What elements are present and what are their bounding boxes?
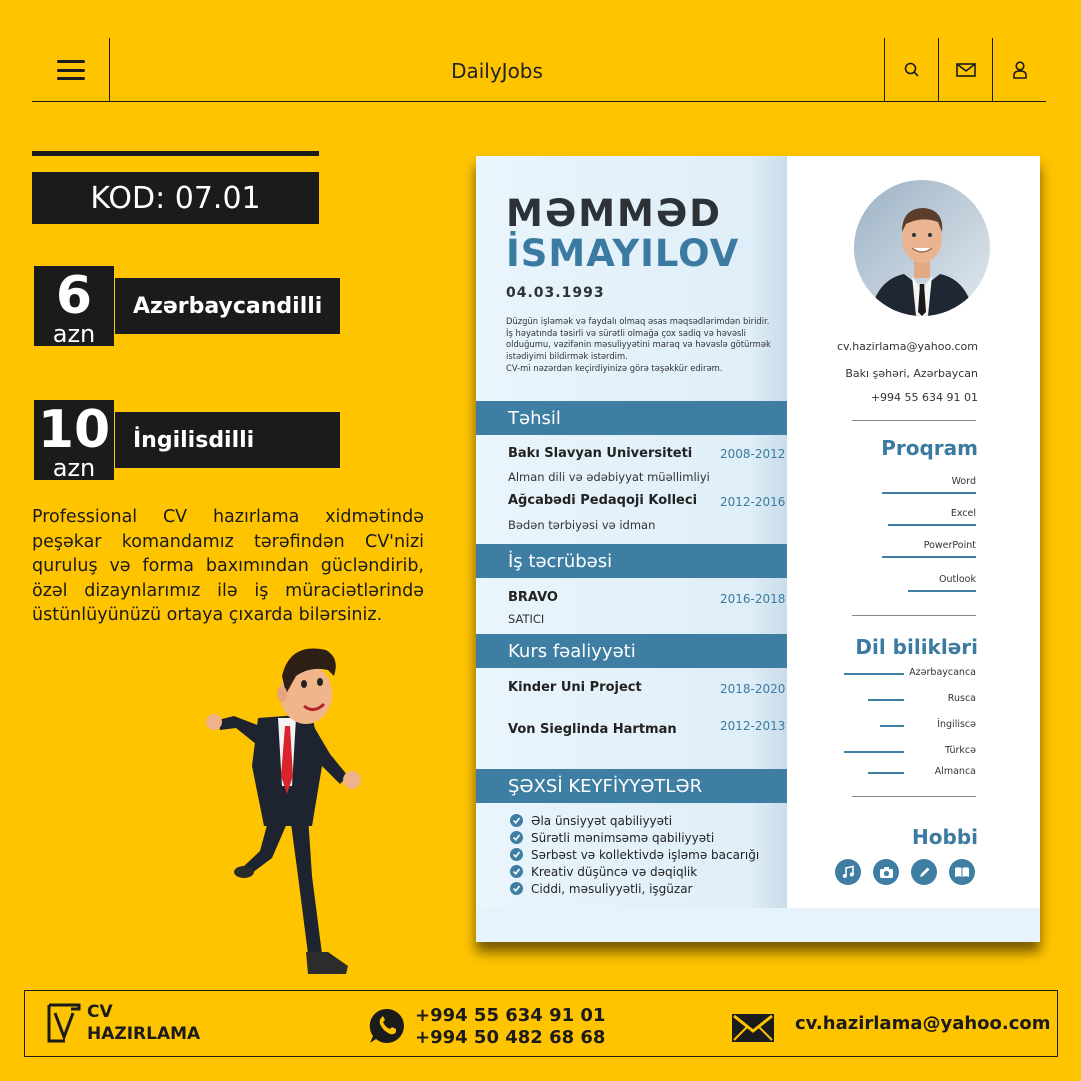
program-name: PowerPoint <box>923 540 976 551</box>
check-icon <box>510 882 523 895</box>
running-businessman-illustration <box>200 636 380 986</box>
cv-contact-email: cv.hazirlama@yahoo.com <box>837 340 978 353</box>
list-item <box>510 829 759 846</box>
cv-contact-address: Bakı şəhəri, Azərbaycan <box>845 367 978 380</box>
cv-section-experience: İş təcrübəsi <box>476 544 787 578</box>
cv-main-column <box>476 156 787 942</box>
price-currency: azn <box>52 320 96 348</box>
program-level-bar <box>882 492 976 494</box>
price-badge-en <box>34 400 114 480</box>
course-name: Kinder Uni Project <box>508 680 642 695</box>
divider <box>852 615 976 616</box>
price-amount: 6 <box>55 266 93 326</box>
program-name: Excel <box>950 508 976 519</box>
brand-line: CV <box>87 1002 113 1022</box>
language-name: Almanca <box>934 766 976 777</box>
language-level-bar <box>844 751 904 753</box>
cv-contact-phone: +994 55 634 91 01 <box>870 391 978 404</box>
course-years: 2012-2013 <box>720 719 786 733</box>
language-name: Türkcə <box>945 745 976 756</box>
language-name: Rusca <box>947 693 976 704</box>
program-name: Outlook <box>939 574 976 585</box>
cv-section-qualities: ŞƏXSİ KEYFİYYƏTLƏR <box>476 769 787 803</box>
envelope-icon <box>731 1013 775 1043</box>
email-link[interactable]: cv.hazirlama@yahoo.com <box>795 1013 1051 1034</box>
price-label-az: Azərbaycandilli <box>115 278 340 334</box>
check-icon <box>510 814 523 827</box>
education-name: Bakı Slavyan Universiteti <box>508 446 693 461</box>
language-level-bar <box>868 772 904 774</box>
language-level-bar <box>880 725 904 727</box>
quality-text: Sürətli mənimsəmə qabiliyyəti <box>531 830 715 845</box>
quality-text: Sərbəst və kollektivdə işləmə bacarığı <box>531 847 760 862</box>
search-icon <box>904 62 920 78</box>
product-code: KOD: 07.01 <box>32 172 319 224</box>
cv-bottom-band <box>476 908 1040 942</box>
price-label-en: İngilisdilli <box>115 412 340 468</box>
education-name: Ağcabədi Pedaqoji Kolleci <box>508 493 698 508</box>
top-navbar <box>32 38 1046 102</box>
experience-detail: SATICI <box>508 612 545 626</box>
languages-heading: Dil bilikləri <box>855 635 978 659</box>
experience-name: BRAVO <box>508 590 558 605</box>
list-item <box>510 880 759 897</box>
price-currency: azn <box>52 454 96 482</box>
code-divider <box>32 151 319 156</box>
service-description: Professional CV hazırlama xidmətində peşəkar komandamız tərəfindən CV'nizi quruluş və forma baxımından gücləndirib, özəl dizaynlarımız ilə iş müraciətlərində üstünlüyünüzü ortaya çıxarda bilərsiniz. <box>32 507 424 625</box>
divider <box>852 796 976 797</box>
cv-about-text <box>506 316 774 375</box>
cv-date-of-birth: 04.03.1993 <box>506 285 605 301</box>
phone-numbers <box>415 1005 605 1049</box>
list-item <box>510 846 759 863</box>
education-years: 2012-2016 <box>720 495 786 509</box>
list-item <box>510 812 759 829</box>
course-name: Von Sieglinda Hartman <box>508 722 677 737</box>
language-name: İngiliscə <box>937 719 976 730</box>
whatsapp-icon[interactable] <box>368 1007 406 1045</box>
program-level-bar <box>882 556 976 558</box>
language-name: Azərbaycanca <box>909 667 976 678</box>
camera-icon <box>873 859 899 885</box>
cv-template-preview <box>476 156 1040 942</box>
hamburger-icon <box>57 60 85 80</box>
education-detail: Alman dili və ədəbiyyat müəllimliyi <box>508 470 710 484</box>
course-years: 2018-2020 <box>720 682 786 696</box>
mail-icon <box>956 63 976 77</box>
user-icon <box>1012 61 1028 79</box>
contact-footer <box>24 990 1058 1057</box>
menu-button[interactable] <box>32 38 110 102</box>
music-icon <box>835 859 861 885</box>
cv-about-paragraph: Düzgün işləmək və faydalı olmaq əsas məqsədlərimdən biridir. İş həyatında təsirli və sürətli olmağa çox sadiq və həvəsli olduğumu, vəzifənin məsuliyyətini maraq və həvəslə götürmək istədiyimi bildirmək istərdim. <box>506 316 771 362</box>
experience-years: 2016-2018 <box>720 592 786 606</box>
price-badge-az <box>34 266 114 346</box>
quality-text: Əla ünsiyyət qabiliyyəti <box>531 813 673 828</box>
search-button[interactable] <box>884 38 938 102</box>
program-name: Word <box>951 476 976 487</box>
programs-heading: Proqram <box>881 436 978 460</box>
account-button[interactable] <box>992 38 1046 102</box>
price-amount: 10 <box>37 400 111 460</box>
check-icon <box>510 848 523 861</box>
profile-photo <box>854 180 990 316</box>
cv-first-name: MƏMMƏD <box>506 192 723 235</box>
language-level-bar <box>844 673 904 675</box>
pencil-icon <box>911 859 937 885</box>
brand-name <box>87 1001 200 1045</box>
site-title[interactable]: DailyJobs <box>451 59 543 83</box>
cv-logo-icon <box>47 1003 81 1043</box>
check-icon <box>510 865 523 878</box>
cv-thanks: CV-mi nəzərdən keçirdiyinizə görə təşəkkür edirəm. <box>506 362 723 373</box>
qualities-list <box>510 812 759 897</box>
divider <box>852 420 976 421</box>
program-level-bar <box>908 590 976 592</box>
brand-line: HAZIRLAMA <box>87 1024 201 1044</box>
hobby-heading: Hobbi <box>912 825 978 849</box>
cv-last-name: İSMAYILOV <box>506 232 740 275</box>
education-detail: Bədən tərbiyəsi və idman <box>508 518 656 532</box>
cv-section-courses: Kurs fəaliyyəti <box>476 634 787 668</box>
language-level-bar <box>868 699 904 701</box>
quality-text: Kreativ düşüncə və dəqiqlik <box>531 864 698 879</box>
mail-button[interactable] <box>938 38 992 102</box>
book-icon <box>949 859 975 885</box>
list-item <box>510 863 759 880</box>
quality-text: Ciddi, məsuliyyətli, işgüzar <box>531 881 693 896</box>
check-icon <box>510 831 523 844</box>
program-level-bar <box>888 524 976 526</box>
phone-link[interactable]: +994 55 634 91 01 <box>415 1005 606 1026</box>
cv-section-education: Təhsil <box>476 401 787 435</box>
education-years: 2008-2012 <box>720 447 786 461</box>
phone-link[interactable]: +994 50 482 68 68 <box>415 1027 606 1048</box>
cv-side-column <box>787 156 1040 942</box>
